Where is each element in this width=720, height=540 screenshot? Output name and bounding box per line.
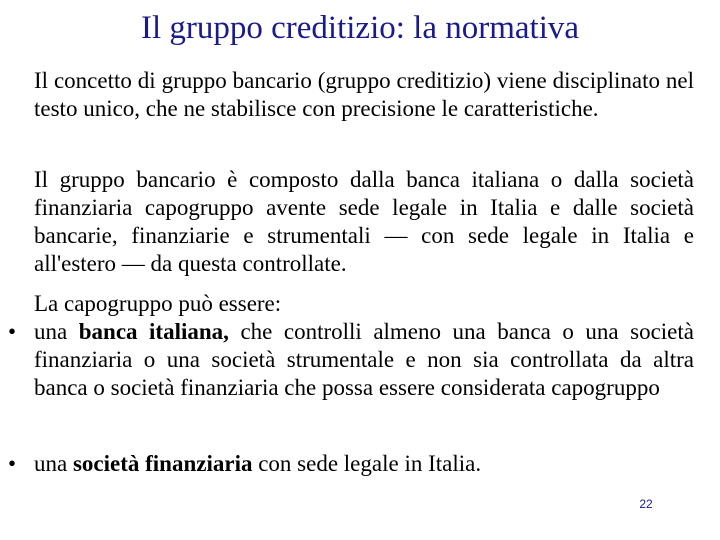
paragraph-definition: Il concetto di gruppo bancario (gruppo creditizio) viene disciplinato nel testo unico, che ne stabilisce con precisione le caratteristiche. xyxy=(34,68,694,121)
bullet-text-bold: banca italiana, xyxy=(78,319,229,344)
bullet-text-pre: una xyxy=(34,451,73,476)
bullet-text-post: con sede legale in Italia. xyxy=(252,451,482,476)
paragraph-capogruppo-intro: La capogruppo può essere: xyxy=(34,291,282,316)
bullet-text-bold: società finanziaria xyxy=(72,451,253,476)
bullet-text-post: che controlli almeno una banca o una società finanziaria o una società strumentale e non sia controllata da altra banca o società finanziaria che possa essere considerata capogruppo xyxy=(34,319,694,400)
page-number: 22 xyxy=(639,497,653,511)
paragraph-composition: Il gruppo bancario è composto dalla banca italiana o dalla società finanziaria capogruppo avente sede legale in Italia e dalle società bancarie, finanziarie e strumentali — con sede legale in Italia e all'estero — da questa controllate. xyxy=(34,167,694,276)
bullet-item-banca-italiana xyxy=(7,318,694,402)
bullet-marker: • xyxy=(7,319,17,344)
bullet-item-societa-finanziaria xyxy=(7,450,694,478)
slide-title: Il gruppo creditizio: la normativa xyxy=(140,10,580,46)
bullet-marker: • xyxy=(7,451,17,476)
bullet-text-pre: una xyxy=(34,319,79,344)
